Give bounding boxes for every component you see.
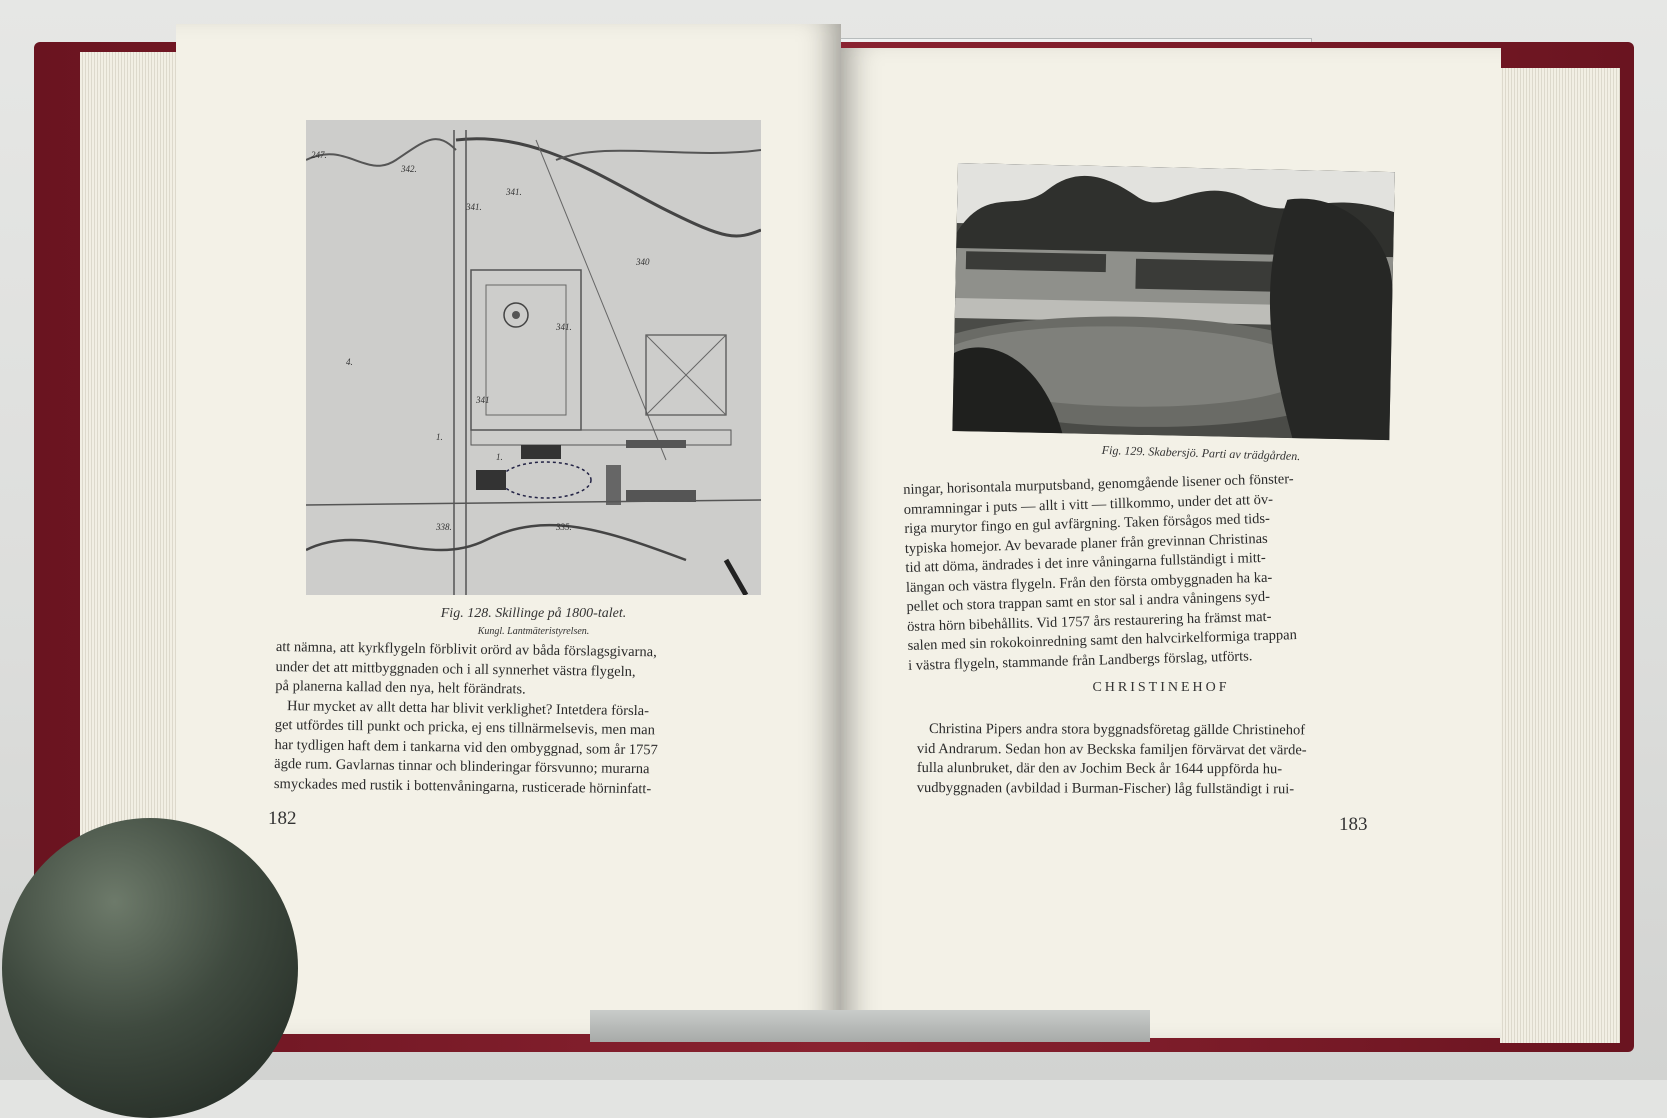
map-parcel-label: 247. bbox=[311, 150, 327, 160]
text-line: vid Andrarum. Sedan hon av Beckska familjen förvärvat det värde- bbox=[916, 740, 1307, 758]
map-parcel-label: 341 bbox=[476, 395, 490, 405]
garden-photo bbox=[952, 163, 1395, 440]
stand-ledge bbox=[590, 1010, 1150, 1042]
text-line: get utfördes till punkt och pricka, ej ens tillnärmelsevis, men man bbox=[274, 716, 656, 739]
figure-129-caption: Fig. 129. Skabersjö. Parti av trädgården. bbox=[1101, 442, 1301, 464]
left-page-body bbox=[274, 638, 781, 801]
map-parcel-label: 342. bbox=[401, 164, 417, 174]
figure-128-caption: Fig. 128. Skillinge på 1800-talet. bbox=[440, 606, 627, 621]
text-line: i västra flygeln, stammande från Landbergs förslag, utförts. bbox=[907, 647, 1253, 674]
text-line: Hur mycket av allt detta har blivit verklighet? Intetdera försla- bbox=[286, 697, 650, 719]
map-parcel-label: 1. bbox=[496, 452, 503, 462]
map-parcel-label: 335. bbox=[556, 522, 572, 532]
figure-129-photo bbox=[952, 163, 1395, 440]
text-line: omramningar i puts — allt i vitt — tillkommo, under det att öv- bbox=[903, 491, 1274, 518]
map-parcel-label: 1. bbox=[436, 432, 443, 442]
green-stone-ball bbox=[2, 818, 298, 1118]
text-line: ningar, horisontala murputsband, genomgående lisener och fönster- bbox=[903, 471, 1294, 498]
right-page bbox=[841, 48, 1501, 1038]
text-line: typiska homejor. Av bevarade planer från grevinnan Christinas bbox=[904, 530, 1268, 557]
text-line: vudbyggnaden (avbildad i Burman-Fischer) låg fullständigt i rui- bbox=[916, 779, 1295, 797]
text-line: fulla alunbruket, där den av Jochim Beck år 1644 uppförda hu- bbox=[916, 759, 1283, 778]
figure-128-map bbox=[306, 120, 761, 595]
text-line: tid att döma, ändrades i det inre våningarna fullständigt i mitt- bbox=[905, 549, 1266, 576]
text-line: östra hörn bibehållits. Vid 1757 års restaurering ha främst mat- bbox=[906, 608, 1272, 635]
text-line: under det att mittbyggnaden och i all synnerhet västra flygeln, bbox=[275, 658, 636, 680]
right-page-body-bottom bbox=[917, 720, 1372, 800]
page-number-left: 182 bbox=[268, 808, 297, 829]
section-heading: CHRISTINEHOF bbox=[1092, 680, 1230, 695]
map-drawing bbox=[306, 120, 761, 595]
map-parcel-label: 338. bbox=[436, 522, 452, 532]
text-line: pellet och stora trappan samt en stor sal i andra våningens syd- bbox=[906, 588, 1271, 615]
text-line: smyckades med rustik i bottenvåningarna, rusticerade hörninfatt- bbox=[273, 775, 652, 797]
text-line: har tydligen haft dem i tankarna vid den ombyggnad, som år 1757 bbox=[274, 736, 658, 758]
left-page bbox=[176, 24, 841, 1034]
map-parcel-label: 341. bbox=[466, 202, 482, 212]
figure-128-credit: Kungl. Lantmäteristyrelsen. bbox=[477, 626, 590, 637]
text-line: ägde rum. Gavlarnas tinnar och blinderingar försvunno; murarna bbox=[274, 755, 650, 778]
text-line: riga murytor fingo en gul avfärgning. Taken försågos med tids- bbox=[904, 510, 1271, 537]
page-number-right: 183 bbox=[1339, 814, 1368, 835]
page-block-right bbox=[1500, 68, 1620, 1043]
right-page-body-top bbox=[903, 468, 1383, 676]
text-line: att nämna, att kyrkflygeln förblivit orörd av båda förslagsgivarna, bbox=[275, 638, 657, 661]
map-parcel-label: 341. bbox=[506, 187, 522, 197]
text-line: salen med sin rokokoinredning samt den halvcirkelformiga trappan bbox=[907, 627, 1298, 654]
map-parcel-label: 4. bbox=[346, 357, 353, 367]
map-parcel-label: 340 bbox=[636, 257, 650, 267]
text-line: Christina Pipers andra stora byggnadsföretag gällde Christinehof bbox=[928, 721, 1306, 739]
map-parcel-label: 341. bbox=[556, 322, 572, 332]
text-line: på planerna kallad den nya, helt förändrats. bbox=[275, 677, 526, 698]
text-line: längan och västra flygeln. Från den första ombyggnaden ha ka- bbox=[905, 569, 1273, 596]
